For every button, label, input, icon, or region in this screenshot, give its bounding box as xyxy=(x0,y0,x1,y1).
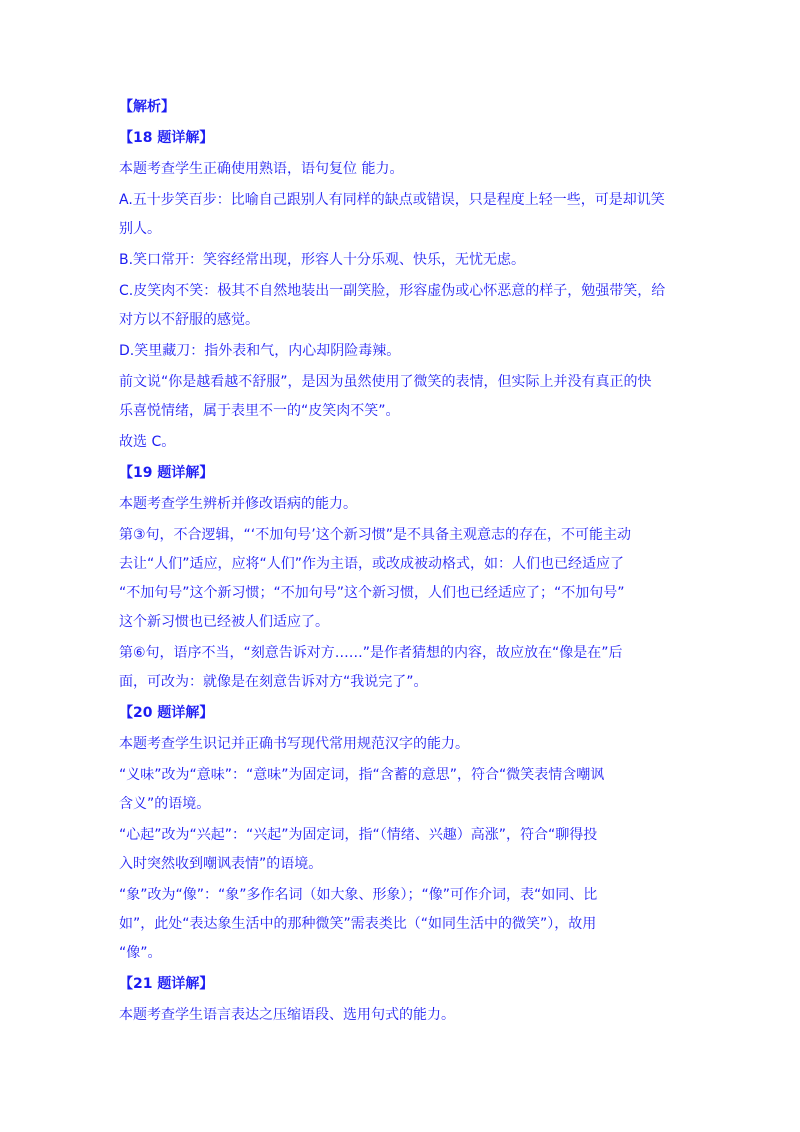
q19-sentence6-line2: 面，可改为：就像是在刻意告诉对方“我说完了”。 xyxy=(119,674,428,690)
q19-sentence3-line1: 第③句，不合逻辑，“‘不加句号’这个新习惯”是不具备主观意志的存在，不可能主动 xyxy=(119,527,631,543)
q19-intro: 本题考查学生辨析并修改语病的能力。 xyxy=(119,496,357,512)
analysis-content xyxy=(119,96,681,1026)
q20-intro: 本题考查学生识记并正确书写现代常用规范汉字的能力。 xyxy=(119,736,469,752)
q21-intro: 本题考查学生语言表达之压缩语段、选用句式的能力。 xyxy=(119,1007,455,1023)
q20-word1-line2: 含义”的语境。 xyxy=(119,796,211,812)
q19-sentence6-line1: 第⑥句，语序不当，“刻意告诉对方……”是作者猜想的内容，故应放在“像是在”后 xyxy=(119,645,623,661)
q20-word3-line3: “像”。 xyxy=(119,945,162,961)
q18-option-d: D.笑里藏刀：指外表和气，内心却阴险毒辣。 xyxy=(119,343,401,359)
q20-word3-line1: “象”改为“像”：“象”多作名词（如大象、形象）；“像”可作介词，表“如同、比 xyxy=(119,887,598,903)
q20-word3-line2: 如”，此处“表达象生活中的那种微笑”需表类比（“如同生活中的微笑”），故用 xyxy=(119,916,597,932)
q18-option-c-line1: C.皮笑肉不笑：极其不自然地装出一副笑脸，形容虚伪或心怀恶意的样子，勉强带笑，给 xyxy=(119,283,666,299)
q19-sentence3-line4: 这个新习惯也已经被人们适应了。 xyxy=(119,614,329,630)
q18-option-a-line1: A.五十步笑百步：比喻自己跟别人有同样的缺点或错误，只是程度上轻一些，可是却讥笑 xyxy=(119,192,665,208)
q18-heading: 【18 题详解】 xyxy=(119,130,214,146)
q19-sentence3-line2: 去让“人们”适应，应将“人们”作为主语，或改成被动格式，如：人们也已经适应了 xyxy=(119,556,625,572)
q19-sentence3-line3: “不加句号”这个新习惯；“不加句号”这个新习惯，人们也已经适应了；“不加句号” xyxy=(119,585,625,601)
q18-option-b: B.笑口常开：笑容经常出现，形容人十分乐观、快乐，无忧无虑。 xyxy=(119,252,526,268)
q21-heading: 【21 题详解】 xyxy=(119,976,214,992)
q19-heading: 【19 题详解】 xyxy=(119,465,214,481)
q18-explanation-line2: 乐喜悦情绪，属于表里不一的“皮笑肉不笑”。 xyxy=(119,403,400,419)
q20-word2-line1: “心起”改为“兴起”：“兴起”为固定词，指“（情绪、兴趣）高涨”，符合“聊得投 xyxy=(119,827,598,843)
q18-option-a-line2: 别人。 xyxy=(119,221,161,237)
analysis-label: 【解析】 xyxy=(119,99,175,115)
q18-option-c-line2: 对方以不舒服的感觉。 xyxy=(119,312,259,328)
q20-heading: 【20 题详解】 xyxy=(119,705,214,721)
q18-explanation-line1: 前文说“你是越看越不舒服”，是因为虽然使用了微笑的表情，但实际上并没有真正的快 xyxy=(119,374,652,390)
q20-word1-line1: “义味”改为“意味”：“意味”为固定词，指“含蓄的意思”，符合“微笑表情含嘲讽 xyxy=(119,767,605,783)
q20-word2-line2: 入时突然收到嘲讽表情”的语境。 xyxy=(119,856,323,872)
q18-answer: 故选 C。 xyxy=(119,434,176,450)
q18-intro: 本题考查学生正确使用熟语，语句复位 能力。 xyxy=(119,161,404,177)
